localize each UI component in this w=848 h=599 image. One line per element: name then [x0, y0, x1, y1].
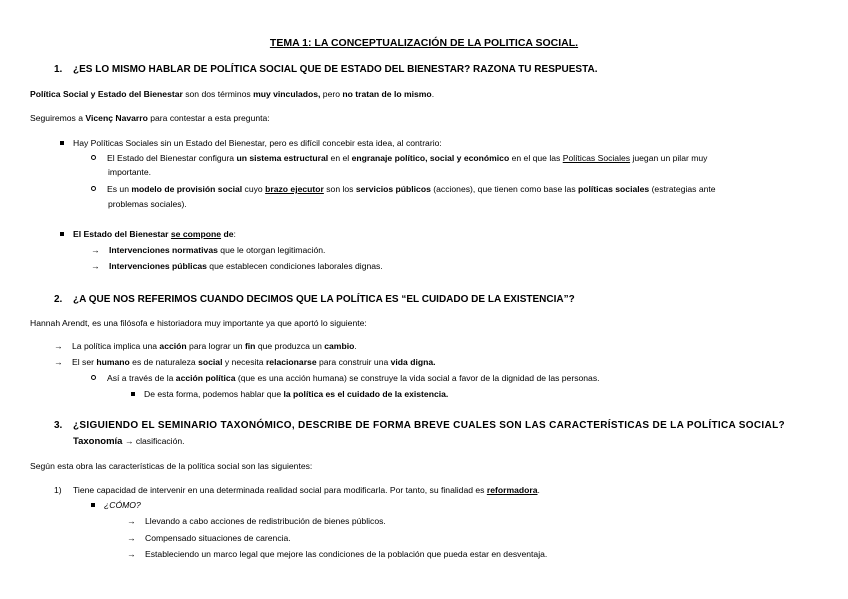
arrow-item [91, 261, 383, 272]
bold-text: social [198, 357, 223, 367]
bold-text: de [221, 229, 234, 239]
question-1-heading [54, 63, 597, 76]
text: Estableciendo un marco legal que mejore las condiciones de la población que pueda estar en desventaja. [145, 549, 548, 559]
text: cuyo [242, 184, 266, 194]
bold-underlined-text: reformadora [486, 485, 538, 495]
text: Hay Políticas Sociales sin un Estado del Bienestar, pero es difícil concebir esta idea, al contrario: [73, 138, 442, 148]
bold-text: no tratan de lo mismo [342, 89, 432, 99]
bold-text: políticas sociales [578, 184, 650, 194]
right-arrow-icon: → [91, 245, 100, 255]
bold-text: servicios públicos [355, 184, 431, 194]
bold-text: Intervenciones públicas [109, 261, 207, 271]
item-number: 1) [54, 485, 62, 495]
text: juegan un pilar muy [630, 153, 708, 163]
bold-underlined-text: se compone [170, 229, 222, 239]
text: son los [323, 184, 356, 194]
bold-text: un sistema estructural [236, 153, 329, 163]
text: El Estado del Bienestar configura [107, 153, 237, 163]
bold-underlined-text: brazo ejecutor [265, 184, 324, 194]
paragraph: Hannah Arendt, es una filósofa e historiadora muy importante ya que aportó lo siguiente: [30, 318, 367, 328]
arrow-item [91, 245, 325, 256]
bold-text: acción política [175, 373, 236, 383]
right-arrow-icon: → [127, 549, 136, 559]
text: son dos términos [182, 89, 254, 99]
question-number: 3. [54, 420, 63, 431]
arrow-item [54, 341, 357, 352]
text: (estrategias ante [649, 184, 716, 194]
paragraph [30, 89, 434, 100]
text: en el que las [509, 153, 563, 163]
bold-text: cambio [324, 341, 355, 351]
bold-text: engranaje político, social y económico [351, 153, 510, 163]
square-bullet-icon [60, 232, 64, 236]
sub-bullet-continuation: importante. [108, 167, 151, 177]
bold-text: Vicenç Navarro [85, 113, 148, 123]
text: De esta forma, podemos hablar que [144, 389, 284, 399]
text: . [537, 485, 540, 495]
paragraph: Según esta obra las características de la política social son las siguientes: [30, 461, 313, 471]
text: Es un [107, 184, 132, 194]
text: es de naturaleza [129, 357, 199, 367]
bold-text: Taxonomía [73, 436, 123, 447]
bold-text: Intervenciones normativas [109, 245, 218, 255]
text: para construir una [316, 357, 391, 367]
right-arrow-icon: → [127, 533, 136, 543]
bold-text: humano [96, 357, 130, 367]
right-arrow-icon: → [127, 516, 136, 526]
taxonomy-line [73, 436, 185, 449]
text: (que es una acción humana) se construye la vida social a favor de la dignidad de las personas. [235, 373, 600, 383]
text: pero [320, 89, 343, 99]
bold-text: la política es el cuidado de la existencia. [283, 389, 449, 399]
arrow-item [127, 549, 547, 560]
circle-bullet-icon [91, 186, 96, 191]
sub-bullet-item [91, 153, 707, 164]
question-text: ¿ES LO MISMO HABLAR DE POLÍTICA SOCIAL QUE DE ESTADO DEL BIENESTAR? RAZONA TU RESPUESTA. [73, 64, 598, 75]
bold-text: vida digna. [390, 357, 436, 367]
bold-text: acción [159, 341, 187, 351]
circle-bullet-icon [91, 375, 96, 380]
text: Tiene capacidad de intervenir en una determinada realidad social para modificarla. Por tanto, su finalidad es [73, 485, 487, 495]
text: que produzca un [255, 341, 325, 351]
question-2-heading [54, 293, 575, 306]
numbered-item [54, 485, 540, 496]
bold-text: fin [244, 341, 256, 351]
question-text: ¿SIGUIENDO EL SEMINARIO TAXONÓMICO, DESCRIBE DE FORMA BREVE CUALES SON LAS CARACTERÍSTICAS DE LA POLÍTICA SOCIAL? [73, 420, 785, 431]
italic-text: ¿CÓMO? [104, 500, 141, 510]
underlined-text: Políticas Sociales [562, 153, 631, 163]
page-title: TEMA 1: LA CONCEPTUALIZACIÓN DE LA POLITICA SOCIAL. [269, 37, 579, 49]
bold-text: relacionarse [265, 357, 317, 367]
bold-text: Política Social y Estado del Bienestar [30, 89, 183, 99]
text: La política implica una [72, 341, 160, 351]
arrow-item [54, 357, 436, 368]
question-number: 2. [54, 294, 63, 305]
paragraph [30, 113, 270, 124]
text: Llevando a cabo acciones de redistribución de bienes públicos. [145, 516, 386, 526]
text: El ser [72, 357, 97, 367]
bullet-item [60, 229, 236, 240]
bold-text: modelo de provisión social [131, 184, 243, 194]
question-text: ¿A QUE NOS REFERIMOS CUANDO DECIMOS QUE LA POLÍTICA ES “EL CUIDADO DE LA EXISTENCIA”? [73, 294, 575, 305]
square-bullet-icon [91, 503, 95, 507]
sub-bullet-item [91, 373, 600, 384]
bullet-item [131, 389, 448, 400]
text: Seguiremos a [30, 113, 86, 123]
right-arrow-icon: → [54, 341, 63, 351]
sub-bullet-continuation: problemas sociales). [108, 199, 187, 209]
arrow-item [127, 516, 386, 527]
text: . [431, 89, 435, 99]
square-bullet-icon [60, 141, 64, 145]
question-number: 1. [54, 64, 63, 75]
text: → clasificación. [122, 436, 185, 446]
arrow-item [127, 533, 291, 544]
circle-bullet-icon [91, 155, 96, 160]
text: (acciones), que tienen como base las [430, 184, 579, 194]
right-arrow-icon: → [91, 261, 100, 271]
sub-bullet-item [91, 184, 716, 195]
text: : [233, 229, 236, 239]
bold-text: El Estado del Bienestar [73, 229, 171, 239]
bold-text: muy vinculados, [253, 89, 321, 99]
bullet-item [60, 138, 442, 149]
text: que establecen condiciones laborales dignas. [206, 261, 383, 271]
text: en el [328, 153, 352, 163]
text: y necesita [222, 357, 266, 367]
text: que le otorgan legitimación. [217, 245, 326, 255]
text: para contestar a esta pregunta: [147, 113, 270, 123]
text: Compensado situaciones de carencia. [145, 533, 291, 543]
square-bullet-icon [131, 392, 135, 396]
right-arrow-icon: → [54, 357, 63, 367]
text: Así a través de la [107, 373, 176, 383]
question-3-heading [54, 419, 785, 432]
bullet-item [91, 500, 141, 511]
text: para lograr un [186, 341, 245, 351]
text: . [354, 341, 357, 351]
